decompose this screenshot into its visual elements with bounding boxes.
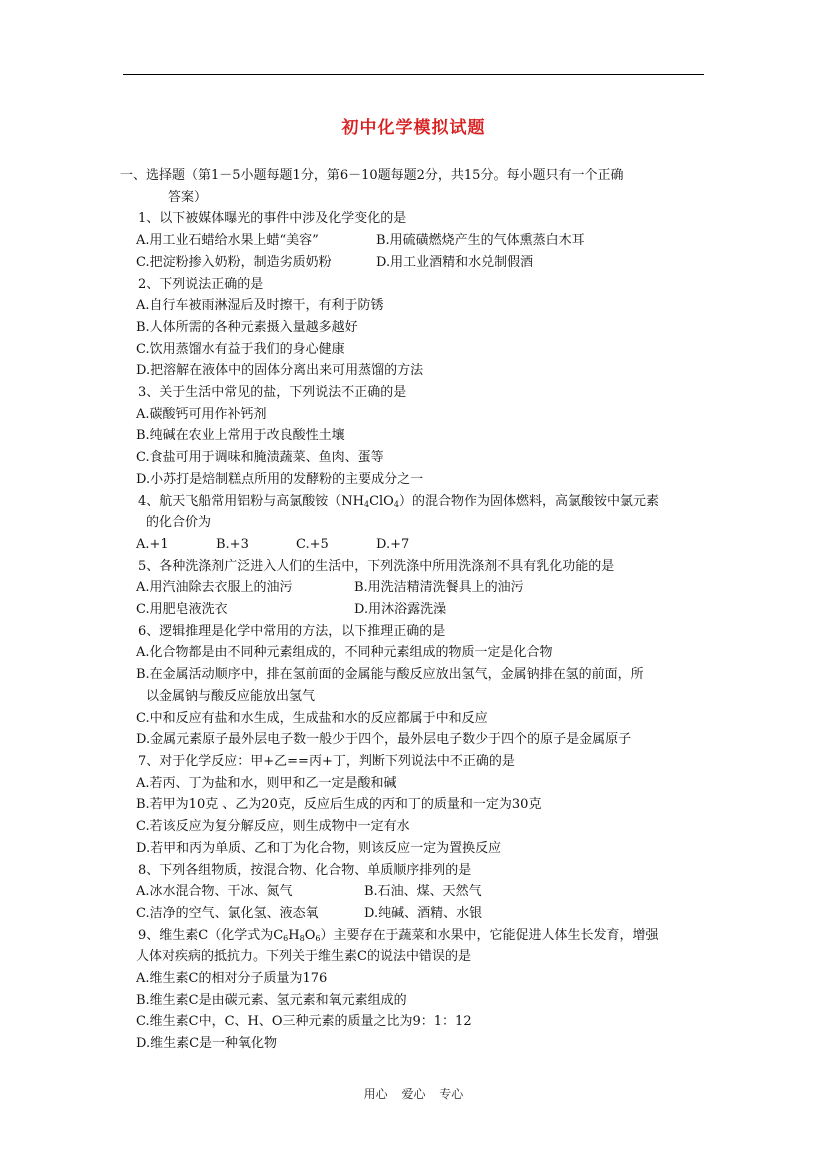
header-rule [123, 74, 704, 75]
question-9-option-c: C.维生素C中，C、H、O三种元素的质量之比为9：1：12 [136, 1014, 472, 1030]
question-8-option-a: A.冰水混合物、干冰、氮气 [136, 884, 293, 900]
question-5-option-a: A.用汽油除去衣服上的油污 [136, 580, 293, 596]
question-1-option-d: D.用工业酒精和水兑制假酒 [376, 254, 534, 270]
q9-stem-h: H [288, 927, 300, 943]
question-6-option-b: B.在金属活动顺序中，排在氢前面的金属能与酸反应放出氢气，金属钠排在氢的前面，所 [136, 667, 644, 683]
question-4-stem-cont: 的化合价为 [146, 515, 212, 531]
exam-body [120, 165, 710, 1055]
page-title: 初中化学模拟试题 [341, 118, 486, 138]
q9-sub-1: 6 [283, 933, 289, 943]
question-8-options-ab [120, 881, 710, 903]
question-2-option-a: A.自行车被雨淋湿后及时擦干，有利于防锈 [136, 298, 384, 314]
question-5-option-b: B.用洗洁精清洗餐具上的油污 [354, 580, 524, 596]
question-3-option-c: C.食盐可用于调味和腌渍蔬菜、鱼肉、蛋等 [136, 450, 384, 466]
question-7-option-d: D.若甲和丙为单质、乙和丁为化合物，则该反应一定为置换反应 [136, 840, 502, 856]
q9-stem-pre: 9、维生素C（化学式为C [138, 927, 284, 943]
question-5-options-ab [120, 577, 710, 599]
question-1-option-a: A.用工业石蜡给水果上蜡“美容” [136, 233, 319, 249]
question-8-option-b: B.石油、煤、天然气 [364, 884, 482, 900]
q4-stem-post: ）的混合物作为固体燃料，高氯酸铵中氯元素 [398, 493, 659, 509]
q4-stem-mid: ClO [369, 493, 394, 509]
question-7-option-a: A.若丙、丁为盐和水，则甲和乙一定是酸和碱 [136, 775, 397, 791]
question-9-option-a: A.维生素C的相对分子质量为176 [136, 971, 328, 987]
question-1-option-b: B.用硫磺燃烧产生的气体熏蒸白木耳 [376, 233, 585, 249]
question-9-stem-cont: 人体对疾病的抵抗力。下列关于维生素C的说法中错误的是 [136, 949, 471, 965]
question-3-stem: 3、关于生活中常见的盐，下列说法不正确的是 [138, 385, 407, 401]
q9-sub-2: 8 [299, 933, 305, 943]
question-4-option-c: C.+5 [296, 536, 329, 552]
question-5-option-d: D.用沐浴露洗澡 [354, 602, 447, 618]
question-8-option-d: D.纯碱、酒精、水银 [364, 905, 483, 921]
question-2-stem: 2、下列说法正确的是 [138, 276, 264, 292]
question-2-option-c: C.饮用蒸馏水有益于我们的身心健康 [136, 341, 345, 357]
question-4-option-a: A.+1 [136, 536, 169, 552]
question-1-options-cd [120, 252, 710, 274]
question-9-option-b: B.维生素C是由碳元素、氢元素和氧元素组成的 [136, 992, 407, 1008]
section-heading-cont: 答案） [168, 189, 208, 205]
q4-stem-pre: 4、航天飞船常用铝粉与高氯酸铵（NH [138, 493, 364, 509]
section-heading: 一、选择题（第1－5小题每题1分，第6－10题每题2分，共15分。每小题只有一个正确 [120, 168, 624, 183]
question-1-options-ab [120, 230, 710, 252]
question-1-option-c: C.把淀粉掺入奶粉，制造劣质奶粉 [136, 254, 332, 270]
question-7-option-b: B.若甲为10克 、乙为20克，反应后生成的丙和丁的质量和一定为30克 [136, 797, 542, 813]
question-5-stem: 5、各种洗涤剂广泛进入人们的生活中，下列洗涤中所用洗涤剂不具有乳化功能的是 [138, 558, 615, 574]
question-5-option-c: C.用肥皂液洗衣 [136, 602, 228, 618]
question-6-stem: 6、逻辑推理是化学中常用的方法，以下推理正确的是 [138, 623, 446, 639]
q4-sub-2: 4 [393, 499, 399, 509]
question-8-options-cd [120, 903, 710, 925]
question-9-option-d: D.维生素C是一种氧化物 [136, 1036, 278, 1052]
question-3-option-d: D.小苏打是焙制糕点所用的发酵粉的主要成分之一 [136, 471, 424, 487]
question-4-options [120, 534, 710, 556]
question-2-option-d: D.把溶解在液体中的固体分离出来可用蒸馏的方法 [136, 363, 424, 379]
question-3-option-b: B.纯碱在农业上常用于改良酸性土壤 [136, 428, 345, 444]
question-1-stem: 1、以下被媒体曝光的事件中涉及化学变化的是 [138, 211, 407, 227]
question-6-option-c: C.中和反应有盐和水生成，生成盐和水的反应都属于中和反应 [136, 710, 488, 726]
q9-stem-o: O [304, 927, 316, 943]
q4-sub-1: 4 [363, 499, 370, 509]
q9-stem-post: ）主要存在于蔬菜和水果中，它能促进人体生长发育，增强 [320, 927, 659, 943]
question-5-options-cd [120, 599, 710, 621]
question-9-stem [120, 925, 710, 947]
question-6-option-b-cont: 以金属钠与酸反应能放出氢气 [146, 688, 316, 704]
question-6-option-a: A.化合物都是由不同种元素组成的，不同种元素组成的物质一定是化合物 [136, 645, 553, 661]
question-4-option-b: B.+3 [216, 536, 249, 552]
question-8-option-c: C.洁净的空气、氯化氢、液态氧 [136, 905, 319, 921]
page-footer: 用心 爱心 专心 [363, 1087, 464, 1101]
q9-sub-3: 6 [315, 933, 321, 943]
question-6-option-d: D.金属元素原子最外层电子数一般少于四个，最外层电子数少于四个的原子是金属原子 [136, 732, 632, 748]
question-4-option-d: D.+7 [376, 536, 410, 552]
question-7-option-c: C.若该反应为复分解反应，则生成物中一定有水 [136, 819, 410, 835]
question-4-stem [120, 491, 710, 513]
question-3-option-a: A.碳酸钙可用作补钙剂 [136, 406, 267, 422]
question-7-stem: 7、对于化学反应：甲+乙==丙+丁，判断下列说法中不正确的是 [138, 753, 515, 769]
question-2-option-b: B.人体所需的各种元素摄入量越多越好 [136, 319, 358, 335]
question-8-stem: 8、下列各组物质，按混合物、化合物、单质顺序排列的是 [138, 862, 472, 878]
